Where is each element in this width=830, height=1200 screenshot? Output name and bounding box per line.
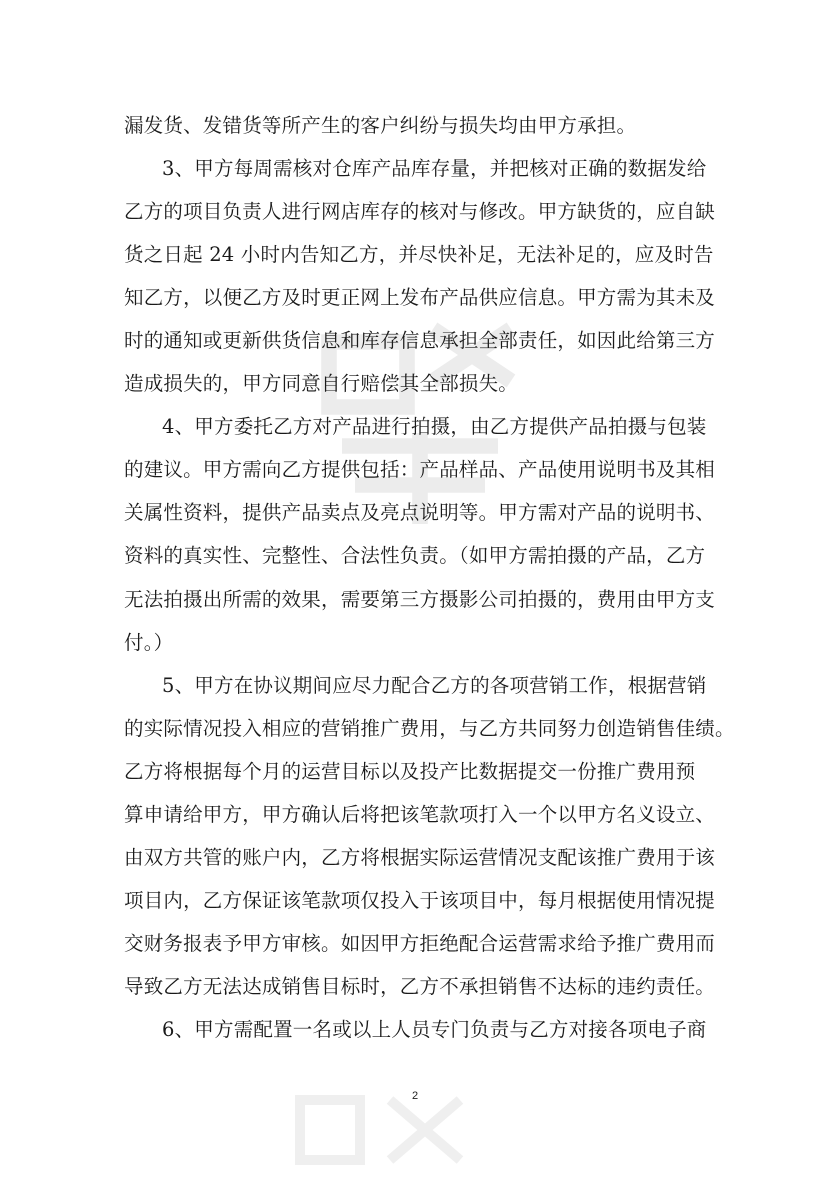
paragraph-3-start: 3、甲方每周需核对仓库产品库存量，并把核对正确的数据发给	[162, 157, 707, 180]
text-line: 造成损失的，甲方同意自行赔偿其全部损失。	[124, 372, 519, 395]
text-line: 乙方的项目负责人进行网店库存的核对与修改。甲方缺货的，应自缺	[124, 200, 716, 223]
text-line: 乙方将根据每个月的运营目标以及投产比数据提交一份推广费用预	[124, 760, 696, 783]
paragraph-4-start: 4、甲方委托乙方对产品进行拍摄，由乙方提供产品拍摄与包装	[162, 415, 707, 438]
paragraph-6-start: 6、甲方需配置一名或以上人员专门负责与乙方对接各项电子商	[162, 1018, 707, 1041]
text-line: 项目内，乙方保证该笔款项仅投入于该项目中，每月根据使用情况提	[124, 889, 716, 912]
text-line: 货之日起 24 小时内告知乙方，并尽快补足，无法补足的，应及时告	[124, 243, 714, 266]
text-line: 关属性资料，提供产品卖点及亮点说明等。甲方需对产品的说明书、	[124, 501, 716, 524]
text-line: 资料的真实性、完整性、合法性负责。（如甲方需拍摄的产品，乙方	[124, 544, 706, 567]
text-line: 无法拍摄出所需的效果，需要第三方摄影公司拍摄的，费用由甲方支	[124, 588, 716, 611]
text-line: 漏发货、发错货等所产生的客户纠纷与损失均由甲方承担。	[124, 114, 637, 137]
text-line: 交财务报表予甲方审核。如因甲方拒绝配合运营需求给予推广费用而	[124, 932, 716, 955]
text-line: 导致乙方无法达成销售目标时，乙方不承担销售不达标的违约责任。	[124, 975, 716, 998]
text-line: 算申请给甲方，甲方确认后将把该笔款项打入一个以甲方名义设立、	[124, 803, 716, 826]
paragraph-5-start: 5、甲方在协议期间应尽力配合乙方的各项营销工作，根据营销	[162, 674, 707, 697]
text-line: 知乙方，以便乙方及时更正网上发布产品供应信息。甲方需为其未及	[124, 286, 716, 309]
text-line: 付。）	[124, 631, 174, 654]
text-line: 的建议。甲方需向乙方提供包括：产品样品、产品使用说明书及其相	[124, 458, 716, 481]
text-line: 由双方共管的账户内，乙方将根据实际运营情况支配该推广费用于该	[124, 846, 716, 869]
text-line: 的实际情况投入相应的营销推广费用，与乙方共同努力创造销售佳绩。	[124, 717, 735, 740]
text-line: 时的通知或更新供货信息和库存信息承担全部责任，如因此给第三方	[124, 329, 716, 352]
page-number: 2	[411, 1090, 419, 1102]
